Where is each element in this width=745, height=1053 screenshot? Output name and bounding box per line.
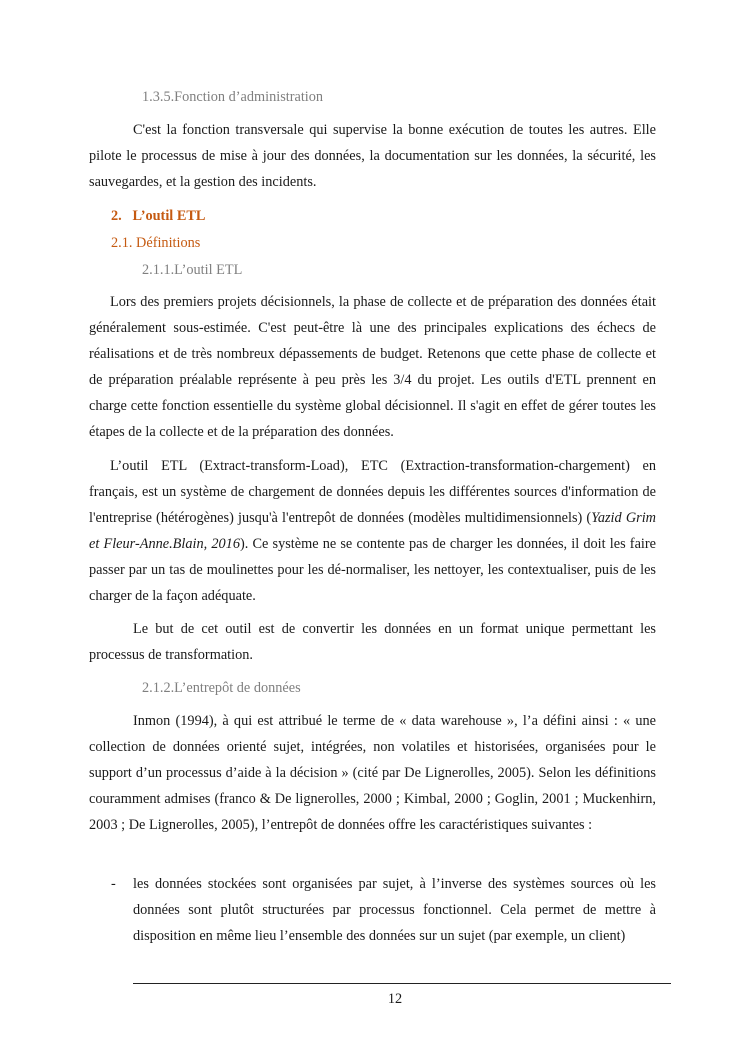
paragraph-etl-intro xyxy=(89,289,656,445)
heading-title: L’outil ETL xyxy=(132,208,206,224)
paragraph-text xyxy=(89,453,656,609)
text-segment: ). Ce système ne se contente pas de charger les données, il doit les faire passer par un tas de moulinettes pour les dé-normaliser, les nettoyer, les contextualiser, puis de les charger de la façon adéquate. xyxy=(89,536,656,604)
paragraph-text: C'est la fonction transversale qui supervise la bonne exécution de toutes les autres. Elle pilote le processus de mise à jour des données, la documentation sur les données, la sécurité, les sauvegardes, et la gestion des incidents. xyxy=(89,122,656,190)
paragraph-text: Lors des premiers projets décisionnels, la phase de collecte et de préparation des données était généralement sous-estimée. C'est peut-être là une des principales explications des échecs de réalisations et de très nombreux dépassements de budget. Retenons que cette phase de collecte et de préparation préalable représente à peu près les 3/4 du projet. Les outils d'ETL prennent en charge cette fonction essentielle du système global décisionnel. Il s'agit en effet de gérer toutes les étapes de la collecte et de la préparation des données. xyxy=(89,294,656,440)
paragraph-etl-definition xyxy=(89,453,656,609)
paragraph-text: Le but de cet outil est de convertir les données en un format unique permettant les processus de transformation. xyxy=(89,621,656,663)
heading-title: L’entrepôt de données xyxy=(174,680,301,696)
heading-2 xyxy=(111,206,205,226)
heading-title: Définitions xyxy=(136,235,201,251)
heading-number: 2.1.1. xyxy=(142,262,175,278)
paragraph-admin xyxy=(89,117,656,195)
heading-number: 2.1.2. xyxy=(142,680,175,696)
list-item-text: les données stockées sont organisées par sujet, à l’inverse des systèmes sources où les données sont plutôt structurées par processus fonctionnel. Cela permet de mettre à disposition en même lieu l’ensemble des données sur un sujet (par exemple, un client) xyxy=(133,876,656,944)
heading-2-1-1 xyxy=(142,260,242,280)
heading-number: 2.1. xyxy=(111,235,133,251)
paragraph-dw-definition xyxy=(89,708,656,838)
heading-number: 2. xyxy=(111,208,122,224)
heading-number: 1.3.5. xyxy=(142,89,175,105)
citation: Yazid Grim et Fleur-Anne.Blain, 2016 xyxy=(89,510,657,552)
list-item xyxy=(89,871,656,949)
heading-2-1-2 xyxy=(142,678,301,698)
text-segment: L’outil ETL (Extract-transform-Load), ETC (Extraction-transformation-chargement) en français, est un système de chargement de données depuis les différentes sources d'information de l'entreprise (hétérogènes) jusqu'à l'entrepôt de données (modèles multidimensionnels) ( xyxy=(89,458,656,526)
page-number: 12 xyxy=(387,991,403,1007)
paragraph-text: Inmon (1994), à qui est attribué le terme de « data warehouse », l’a défini ainsi : « une collection de données orienté sujet, intégrées, non volatiles et historisées, organisées pour le support d’un processus d’aide à la décision » (cité par De Lignerolles, 2005). Selon les définitions couramment admises (franco & De lignerolles, 2000 ; Kimbal, 2000 ; Goglin, 2001 ; Muckenhirn, 2003 ; De Lignerolles, 2005), l’entrepôt de données offre les caractéristiques suivantes : xyxy=(89,713,656,833)
heading-1-3-5 xyxy=(142,87,323,107)
footer-rule xyxy=(133,983,671,984)
heading-title: Fonction d’administration xyxy=(174,89,324,105)
heading-2-1 xyxy=(111,233,200,253)
paragraph-etl-goal xyxy=(89,616,656,668)
heading-title: L’outil ETL xyxy=(174,262,243,278)
characteristics-list xyxy=(89,871,656,949)
bullet-dash: - xyxy=(111,876,116,892)
